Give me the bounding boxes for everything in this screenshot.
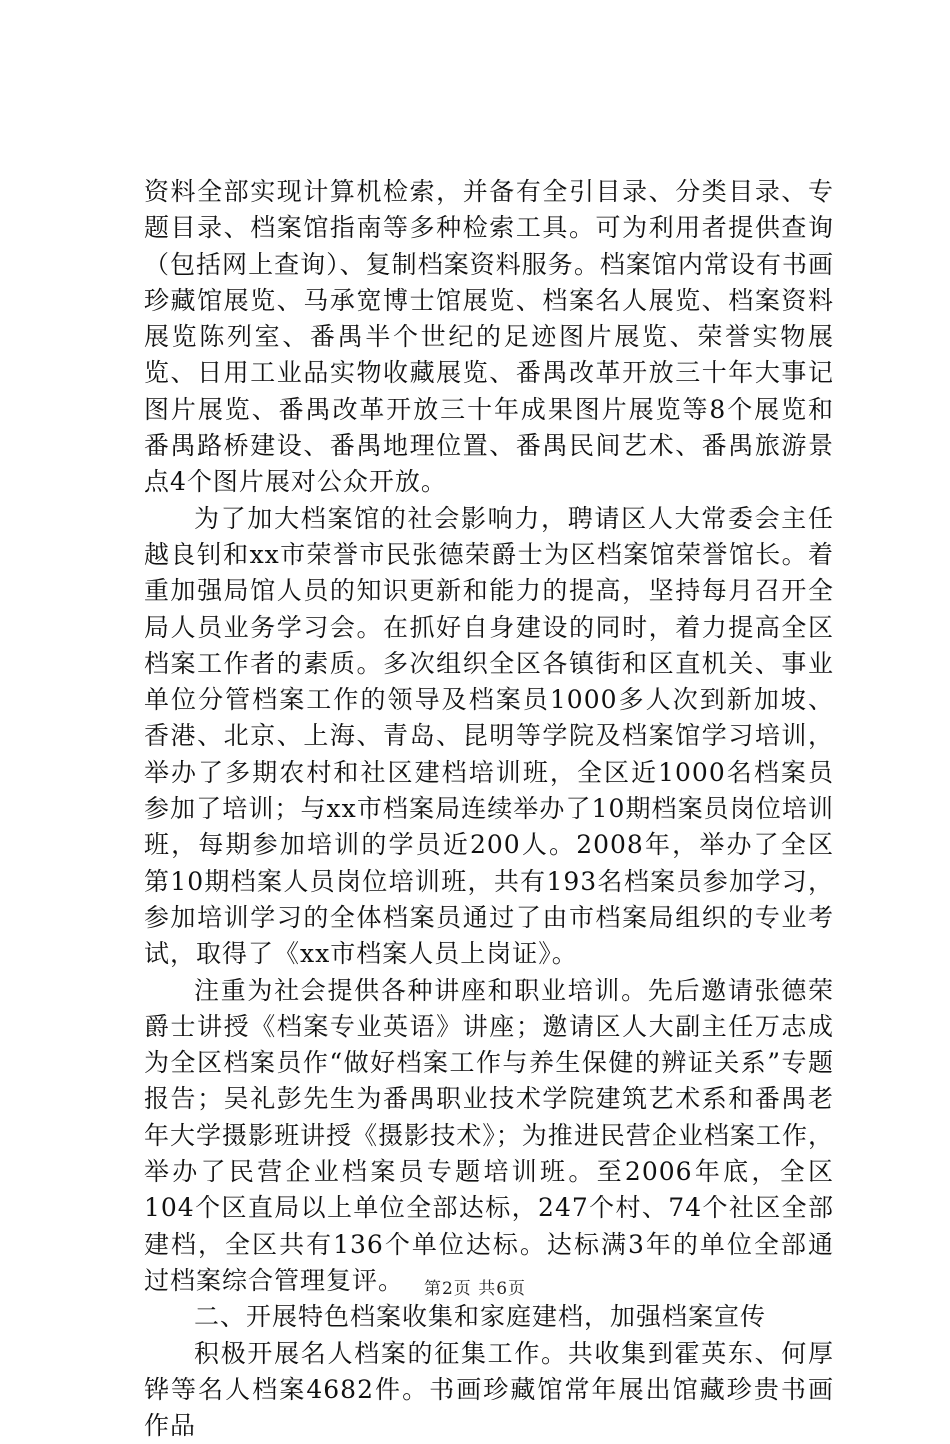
page-number-footer: 第2页 共6页: [0, 1274, 950, 1299]
paragraph-3: 注重为社会提供各种讲座和职业培训。先后邀请张德荣爵士讲授《档案专业英语》讲座；邀请区人大副主任万志成为全区档案员作“做好档案工作与养生保健的辨证关系”专题报告；吴礼彭先生为番禺职业技术学院建筑艺术系和番禺老年大学摄影班讲授《摄影技术》；为推进民营企业档案工作，举办了民营企业档案员专题培训班。至2006年底，全区104个区直局以上单位全部达标，247个村、74个社区全部建档，全区共有136个单位达标。达标满3年的单位全部通过档案综合管理复评。: [144, 973, 834, 1300]
document-body: [144, 174, 834, 1444]
paragraph-4: 积极开展名人档案的征集工作。共收集到霍英东、何厚铧等名人档案4682件。书画珍藏馆常年展出馆藏珍贵书画作品: [144, 1336, 834, 1444]
section-heading: 二、开展特色档案收集和家庭建档，加强档案宣传: [144, 1299, 834, 1335]
paragraph-1: 资料全部实现计算机检索，并备有全引目录、分类目录、专题目录、档案馆指南等多种检索工具。可为利用者提供查询（包括网上查询）、复制档案资料服务。档案馆内常设有书画珍藏馆展览、马承宽博士馆展览、档案名人展览、档案资料展览陈列室、番禺半个世纪的足迹图片展览、荣誉实物展览、日用工业品实物收藏展览、番禺改革开放三十年大事记图片展览、番禺改革开放三十年成果图片展览等8个展览和番禺路桥建设、番禺地理位置、番禺民间艺术、番禺旅游景点4个图片展对公众开放。: [144, 174, 834, 501]
paragraph-2: 为了加大档案馆的社会影响力，聘请区人大常委会主任越良钊和xx市荣誉市民张德荣爵士为区档案馆荣誉馆长。着重加强局馆人员的知识更新和能力的提高，坚持每月召开全局人员业务学习会。在抓好自身建设的同时，着力提高全区档案工作者的素质。多次组织全区各镇街和区直机关、事业单位分管档案工作的领导及档案员1000多人次到新加坡、香港、北京、上海、青岛、昆明等学院及档案馆学习培训，举办了多期农村和社区建档培训班，全区近1000名档案员参加了培训；与xx市档案局连续举办了10期档案员岗位培训班，每期参加培训的学员近200人。2008年，举办了全区第10期档案人员岗位培训班，共有193名档案员参加学习，参加培训学习的全体档案员通过了由市档案局组织的专业考试，取得了《xx市档案人员上岗证》。: [144, 501, 834, 973]
